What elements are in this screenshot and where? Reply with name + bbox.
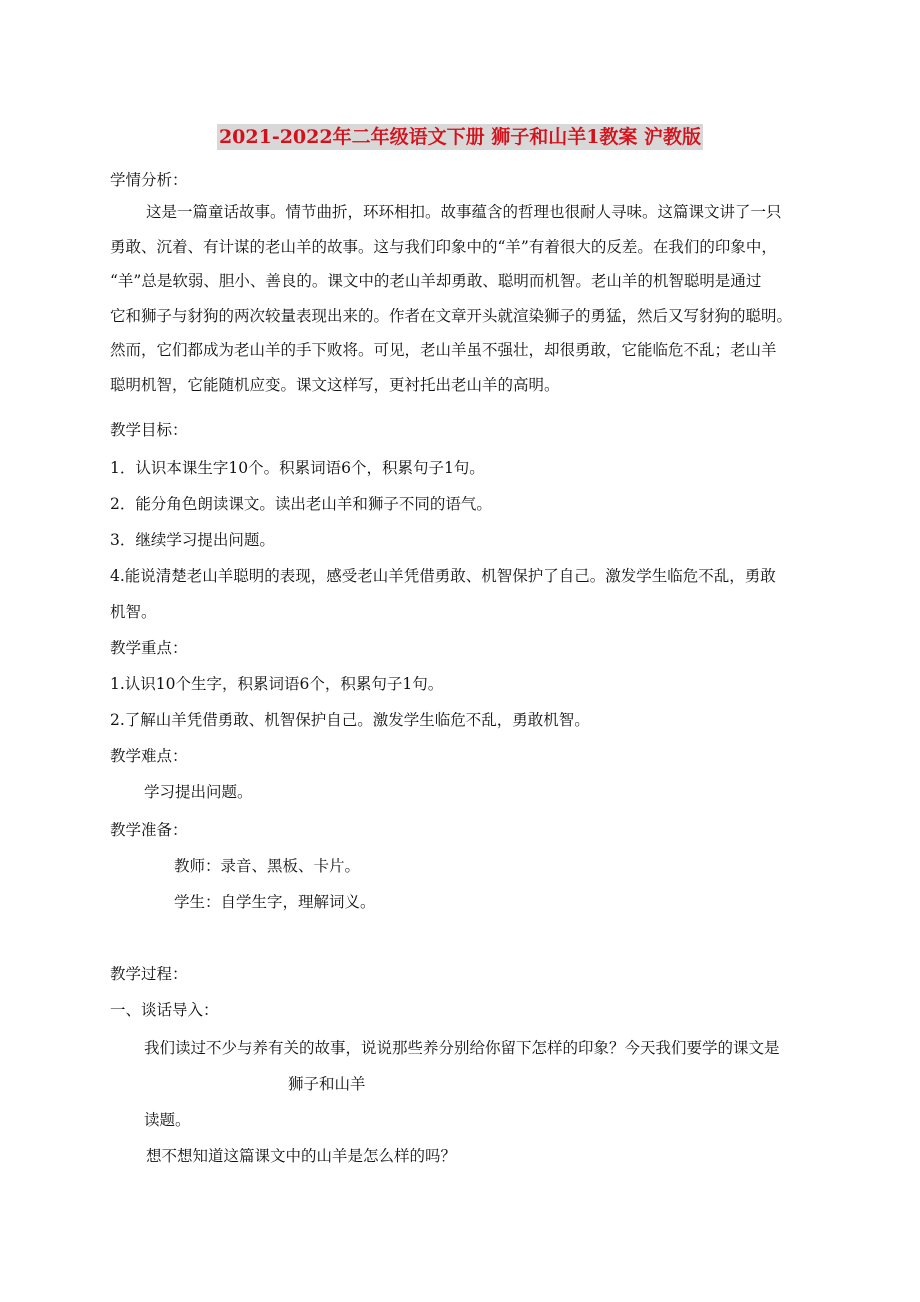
document-title: 2021-2022年二年级语文下册 狮子和山羊1教案 沪教版	[218, 126, 702, 148]
analysis-paragraph	[110, 195, 810, 402]
title-container	[0, 124, 920, 150]
analysis-line: 它和狮子与豺狗的两次较量表现出来的。作者在文章开头就渲染狮子的勇猛，然后又写豺狗的聪明。	[110, 306, 793, 325]
key-point-item: 2.了解山羊凭借勇敢、机智保护自己。激发学生临危不乱，勇敢机智。	[110, 711, 590, 729]
key-point-item: 1.认识10个生字，积累词语6个，积累句子1句。	[110, 675, 444, 693]
lesson-title: 狮子和山羊	[288, 1075, 366, 1093]
preparation-student: 学生：自学生字，理解词义。	[174, 893, 376, 911]
process-question: 想不想知道这篇课文中的山羊是怎么样的吗？	[146, 1147, 457, 1165]
preparation-heading: 教学准备：	[110, 821, 188, 839]
read-title: 读题。	[144, 1111, 191, 1129]
goal-item: 3．继续学习提出问题。	[110, 531, 275, 549]
process-step-title: 一、谈话导入：	[110, 1001, 219, 1019]
analysis-line: 聪明机智，它能随机应变。课文这样写，更衬托出老山羊的高明。	[110, 375, 560, 394]
goal-item: 1．认识本课生字10个。积累词语6个，积累句子1句。	[110, 459, 485, 477]
process-heading: 教学过程：	[110, 965, 188, 983]
analysis-heading: 学情分析：	[110, 171, 188, 189]
key-points-heading: 教学重点：	[110, 639, 188, 657]
process-intro: 我们读过不少与养有关的故事，说说那些养分别给你留下怎样的印象？今天我们要学的课文是	[144, 1039, 780, 1057]
analysis-line: 勇敢、沉着、有计谋的老山羊的故事。这与我们印象中的“羊”有着很大的反差。在我们的印象中，	[110, 237, 777, 256]
analysis-line: 这是一篇童话故事。情节曲折，环环相扣。故事蕴含的哲理也很耐人寻味。这篇课文讲了一只	[146, 203, 782, 221]
goal-item: 4.能说清楚老山羊聪明的表现，感受老山羊凭借勇敢、机智保护了自己。激发学生临危不乱，勇敢	[110, 567, 776, 585]
difficulties-heading: 教学难点：	[110, 747, 188, 765]
goal-item: 机智。	[110, 603, 157, 621]
analysis-line: “羊”总是软弱、胆小、善良的。课文中的老山羊却勇敢、聪明而机智。老山羊的机智聪明是通过	[110, 272, 762, 290]
analysis-line: 然而，它们都成为老山羊的手下败将。可见，老山羊虽不强壮，却很勇敢，它能临危不乱；老山羊	[110, 341, 777, 359]
goal-item: 2．能分角色朗读课文。读出老山羊和狮子不同的语气。	[110, 495, 492, 513]
goals-heading: 教学目标：	[110, 421, 188, 439]
difficulties-text: 学习提出问题。	[144, 783, 253, 801]
preparation-teacher: 教师：录音、黑板、卡片。	[174, 857, 361, 875]
